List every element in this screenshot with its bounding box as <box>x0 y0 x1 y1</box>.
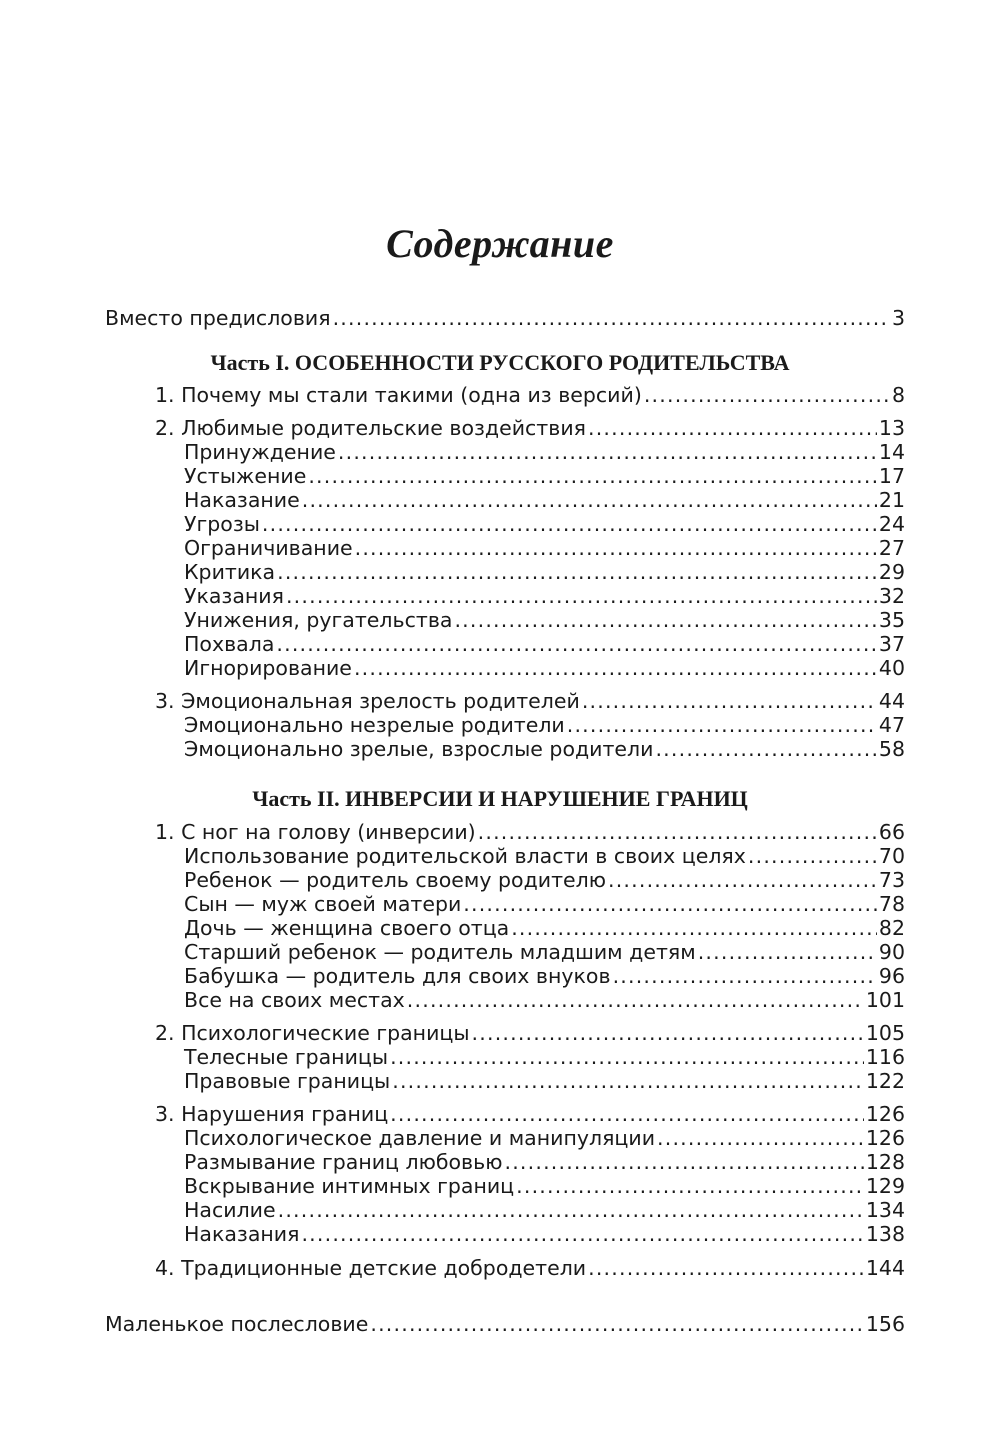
dot-leader <box>390 1045 864 1069</box>
toc-entry-text: Старший ребенок — родитель младшим детям <box>184 940 696 964</box>
toc-entry-text: Принуждение <box>184 440 336 464</box>
dot-leader <box>354 656 877 680</box>
toc-entry <box>184 988 905 1012</box>
dot-leader <box>278 1198 864 1222</box>
toc-entry-page: 134 <box>865 1198 905 1222</box>
dot-leader <box>567 713 877 737</box>
toc-entry <box>184 1222 905 1246</box>
dot-leader <box>355 536 877 560</box>
dot-leader <box>657 1126 864 1150</box>
toc-entry <box>184 1174 905 1198</box>
toc-entry-text: Устыжение <box>184 464 307 488</box>
toc-entry <box>184 737 905 761</box>
toc-entry <box>184 1126 905 1150</box>
toc-entry-page: 129 <box>865 1174 905 1198</box>
toc-entry <box>184 584 905 608</box>
dot-leader <box>511 916 877 940</box>
toc-entry-preface <box>105 306 905 330</box>
toc-entry <box>155 1102 905 1126</box>
toc-entry <box>184 512 905 536</box>
toc-entry-page: 47 <box>878 713 905 737</box>
toc-entry-page: 3 <box>891 306 905 330</box>
toc-entry-page: 70 <box>878 844 905 868</box>
toc-entry-page: 8 <box>891 383 905 407</box>
toc-entry <box>184 892 905 916</box>
dot-leader <box>301 1222 863 1246</box>
toc-entry-page: 138 <box>865 1222 905 1246</box>
toc-entry-page: 126 <box>865 1102 905 1126</box>
dot-leader <box>333 306 890 330</box>
part-heading-1: Часть I. ОСОБЕННОСТИ РУССКОГО РОДИТЕЛЬСТВА <box>210 350 790 375</box>
toc-entry-page: 144 <box>865 1256 905 1280</box>
toc-entry-text: Наказание <box>184 488 300 512</box>
dot-leader <box>608 868 877 892</box>
toc-entry <box>155 416 905 440</box>
toc-entry-text: 3. Эмоциональная зрелость родителей <box>155 689 580 713</box>
toc-entry-text: Все на своих местах <box>184 988 405 1012</box>
toc-entry-text: Бабушка — родитель для своих внуков <box>184 964 611 988</box>
toc-entry-page: 116 <box>865 1045 905 1069</box>
dot-leader <box>655 737 876 761</box>
toc-entry-page: 21 <box>878 488 905 512</box>
toc-entry-text: Маленькое послесловие <box>105 1312 369 1336</box>
toc-entry <box>155 383 905 407</box>
toc-entry-page: 40 <box>878 656 905 680</box>
toc-entry <box>184 632 905 656</box>
dot-leader <box>338 440 877 464</box>
toc-entry <box>184 488 905 512</box>
toc-entry-page: 17 <box>878 464 905 488</box>
toc-entry-page: 27 <box>878 536 905 560</box>
toc-entry <box>184 1069 905 1093</box>
toc-entry-page: 82 <box>878 916 905 940</box>
toc-entry-text: Игнорирование <box>184 656 352 680</box>
dot-leader <box>370 1312 863 1336</box>
toc-entry-text: Насилие <box>184 1198 276 1222</box>
toc-entry <box>184 560 905 584</box>
dot-leader <box>582 689 877 713</box>
part-heading-2: Часть II. ИНВЕРСИИ И НАРУШЕНИЕ ГРАНИЦ <box>252 786 748 811</box>
dot-leader <box>478 820 877 844</box>
toc-entry <box>184 916 905 940</box>
toc-entry-text: 3. Нарушения границ <box>155 1102 389 1126</box>
toc-entry <box>184 1045 905 1069</box>
toc-entry-text: Критика <box>184 560 276 584</box>
toc-entry-page: 78 <box>878 892 905 916</box>
toc-entry-text: 1. С ног на голову (инверсии) <box>155 820 476 844</box>
dot-leader <box>262 512 877 536</box>
toc-entry-page: 96 <box>878 964 905 988</box>
toc-entry-text: Унижения, ругательства <box>184 608 453 632</box>
toc-entry-page: 32 <box>878 584 905 608</box>
toc-entry-page: 37 <box>878 632 905 656</box>
toc-entry-text: Размывание границ любовью <box>184 1150 503 1174</box>
dot-leader <box>390 1102 864 1126</box>
toc-entry-page: 58 <box>878 737 905 761</box>
dot-leader <box>286 584 877 608</box>
dot-leader <box>392 1069 864 1093</box>
toc-entry <box>184 940 905 964</box>
toc-entry-text: Сын — муж своей матери <box>184 892 462 916</box>
toc-entry-page: 73 <box>878 868 905 892</box>
dot-leader <box>613 964 877 988</box>
toc-entry <box>155 689 905 713</box>
dot-leader <box>308 464 877 488</box>
toc-entry-page: 101 <box>865 988 905 1012</box>
toc-entry <box>184 868 905 892</box>
toc-entry <box>184 440 905 464</box>
toc-entry-text: 1. Почему мы стали такими (одна из версий) <box>155 383 642 407</box>
toc-entry-text: Наказания <box>184 1222 300 1246</box>
toc-entry-page: 14 <box>878 440 905 464</box>
dot-leader <box>276 632 877 656</box>
toc-entry <box>184 464 905 488</box>
toc-entry <box>184 844 905 868</box>
toc-entry-page: 122 <box>865 1069 905 1093</box>
toc-entry-page: 126 <box>865 1126 905 1150</box>
toc-entry <box>155 1256 905 1280</box>
toc-entry-page: 44 <box>878 689 905 713</box>
toc-entry-afterword <box>105 1312 905 1336</box>
dot-leader <box>644 383 890 407</box>
dot-leader <box>698 940 877 964</box>
toc-entry <box>184 656 905 680</box>
toc-entry-page: 105 <box>865 1021 905 1045</box>
toc-entry-text: Угрозы <box>184 512 260 536</box>
toc-entry-text: 4. Традиционные детские добродетели <box>155 1256 587 1280</box>
toc-entry <box>184 713 905 737</box>
toc-entry-page: 13 <box>878 416 905 440</box>
toc-entry-text: Похвала <box>184 632 275 656</box>
toc-entry-text: 2. Психологические границы <box>155 1021 470 1045</box>
dot-leader <box>463 892 877 916</box>
dot-leader <box>588 1256 864 1280</box>
toc-entry-page: 24 <box>878 512 905 536</box>
toc-entry <box>155 1021 905 1045</box>
dot-leader <box>277 560 877 584</box>
toc-entry-text: Психологическое давление и манипуляции <box>184 1126 656 1150</box>
toc-entry-text: Телесные границы <box>184 1045 389 1069</box>
toc-entry-page: 35 <box>878 608 905 632</box>
toc-entry-page: 156 <box>865 1312 905 1336</box>
toc-entry <box>155 820 905 844</box>
dot-leader <box>302 488 877 512</box>
dot-leader <box>472 1021 864 1045</box>
toc-entry-text: Эмоционально зрелые, взрослые родители <box>184 737 654 761</box>
dot-leader <box>504 1150 863 1174</box>
toc-entry-text: Дочь — женщина своего отца <box>184 916 510 940</box>
toc-entry-text: Указания <box>184 584 284 608</box>
toc-entry-text: Вскрывание интимных границ <box>184 1174 515 1198</box>
toc-entry-page: 29 <box>878 560 905 584</box>
dot-leader <box>516 1174 864 1198</box>
toc-entry-page: 128 <box>865 1150 905 1174</box>
toc-entry-text: Ребенок — родитель своему родителю <box>184 868 606 892</box>
toc-entry-text: Правовые границы <box>184 1069 391 1093</box>
toc-entry <box>184 964 905 988</box>
toc-entry-text: Вместо предисловия <box>105 306 331 330</box>
toc-entry-text: Эмоционально незрелые родители <box>184 713 565 737</box>
toc-entry <box>184 608 905 632</box>
page-title: Содержание <box>386 221 614 266</box>
toc-entry-text: Использование родительской власти в своих целях <box>184 844 746 868</box>
toc-entry <box>184 1150 905 1174</box>
toc-entry-text: Ограничивание <box>184 536 353 560</box>
dot-leader <box>407 988 864 1012</box>
toc-entry-text: 2. Любимые родительские воздействия <box>155 416 586 440</box>
toc-entry-page: 66 <box>878 820 905 844</box>
dot-leader <box>748 844 877 868</box>
toc-entry <box>184 1198 905 1222</box>
dot-leader <box>588 416 877 440</box>
dot-leader <box>454 608 876 632</box>
toc-entry <box>184 536 905 560</box>
toc-entry-page: 90 <box>878 940 905 964</box>
